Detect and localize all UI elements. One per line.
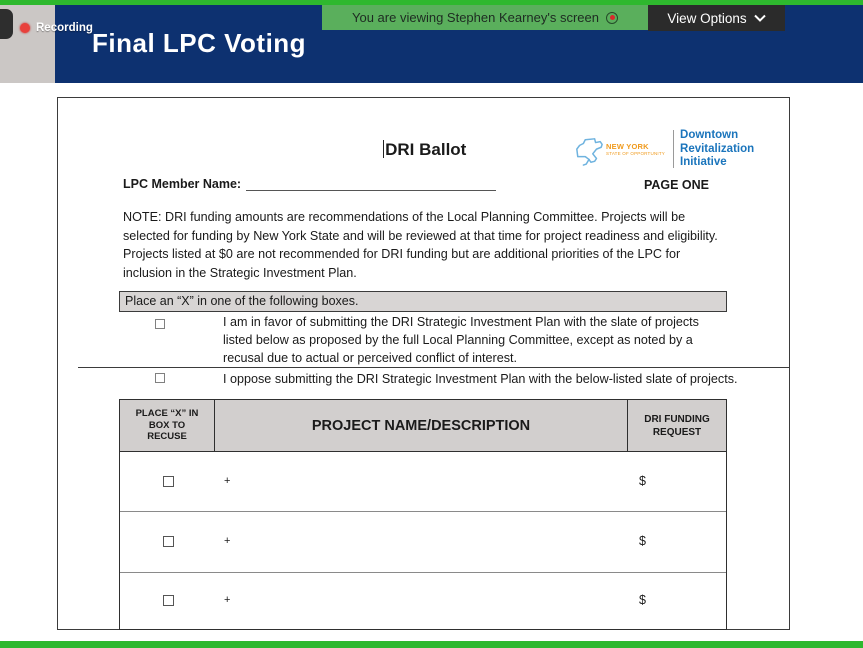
note-paragraph: NOTE: DRI funding amounts are recommendations of the Local Planning Committee. Projects will be selected for funding by New York State and will be reviewed at that time for project readiness and eligibility. Projects listed at $0 are not recommended for DRI funding but are additional priorities of the LPC for inclusion in the Strategic Investment Plan.	[123, 210, 718, 280]
chevron-down-icon	[754, 14, 766, 22]
instruction-bar: Place an “X” in one of the following boxes.	[119, 291, 727, 312]
nys-logo-words: NEW YORK STATE OF OPPORTUNITY	[606, 142, 666, 157]
nys-dri-logo	[574, 129, 754, 170]
document-title: DRI Ballot	[58, 140, 791, 160]
recuse-checkbox	[163, 536, 174, 547]
dri-ballot-page	[57, 97, 790, 630]
recuse-checkbox	[163, 476, 174, 487]
project-ballot-table	[119, 399, 727, 630]
recording-dot-icon	[20, 23, 30, 33]
header-funding: DRI FUNDING REQUEST	[627, 400, 726, 451]
recording-indicator	[20, 22, 93, 34]
viewing-banner-text: You are viewing Stephen Kearney's screen	[352, 10, 599, 25]
logo-divider	[673, 130, 674, 168]
view-options-label: View Options	[667, 10, 747, 26]
header-recuse: PLACE “X” IN BOX TO RECUSE	[120, 400, 215, 451]
view-options-button[interactable]	[648, 5, 785, 31]
oppose-option-text: I oppose submitting the DRI Strategic Investment Plan with the below-listed slate of projects.	[223, 372, 738, 386]
slide-title: Final LPC Voting	[92, 28, 307, 58]
text-cursor	[383, 140, 385, 158]
favor-option-text: I am in favor of submitting the DRI Strategic Investment Plan with the slate of projects listed below as proposed by the full Local Planning Committee, except as noted by a recusal due to actual or perceived conflict of interest.	[223, 315, 699, 365]
member-name-row	[123, 177, 496, 191]
favor-checkbox	[155, 319, 165, 329]
new-york-state-icon	[574, 134, 604, 168]
funding-cell-text: $	[639, 473, 646, 488]
record-status-icon	[606, 12, 618, 24]
member-name-blank-line	[246, 177, 496, 191]
recording-label: Recording	[36, 22, 93, 34]
table-row	[120, 512, 726, 573]
funding-cell-text: $	[639, 534, 646, 548]
share-border-bottom	[0, 641, 863, 648]
table-header-row	[120, 400, 726, 452]
funding-cell-text: $	[639, 593, 646, 607]
project-cell-text: +	[224, 474, 231, 487]
project-cell-text: +	[224, 594, 231, 606]
project-cell-text: +	[224, 535, 231, 547]
oppose-checkbox	[155, 373, 165, 383]
header-project: PROJECT NAME/DESCRIPTION	[311, 417, 531, 434]
recuse-checkbox	[163, 595, 174, 606]
viewing-banner	[322, 5, 648, 30]
dri-program-name: Downtown Revitalization Initiative	[680, 129, 755, 168]
member-name-label: LPC Member Name:	[123, 177, 242, 191]
zoom-toolbar-handle[interactable]	[0, 9, 13, 39]
option-separator-line	[78, 367, 790, 368]
page-number-label: PAGE ONE	[643, 178, 709, 192]
table-row	[120, 573, 726, 629]
table-row	[120, 452, 726, 512]
